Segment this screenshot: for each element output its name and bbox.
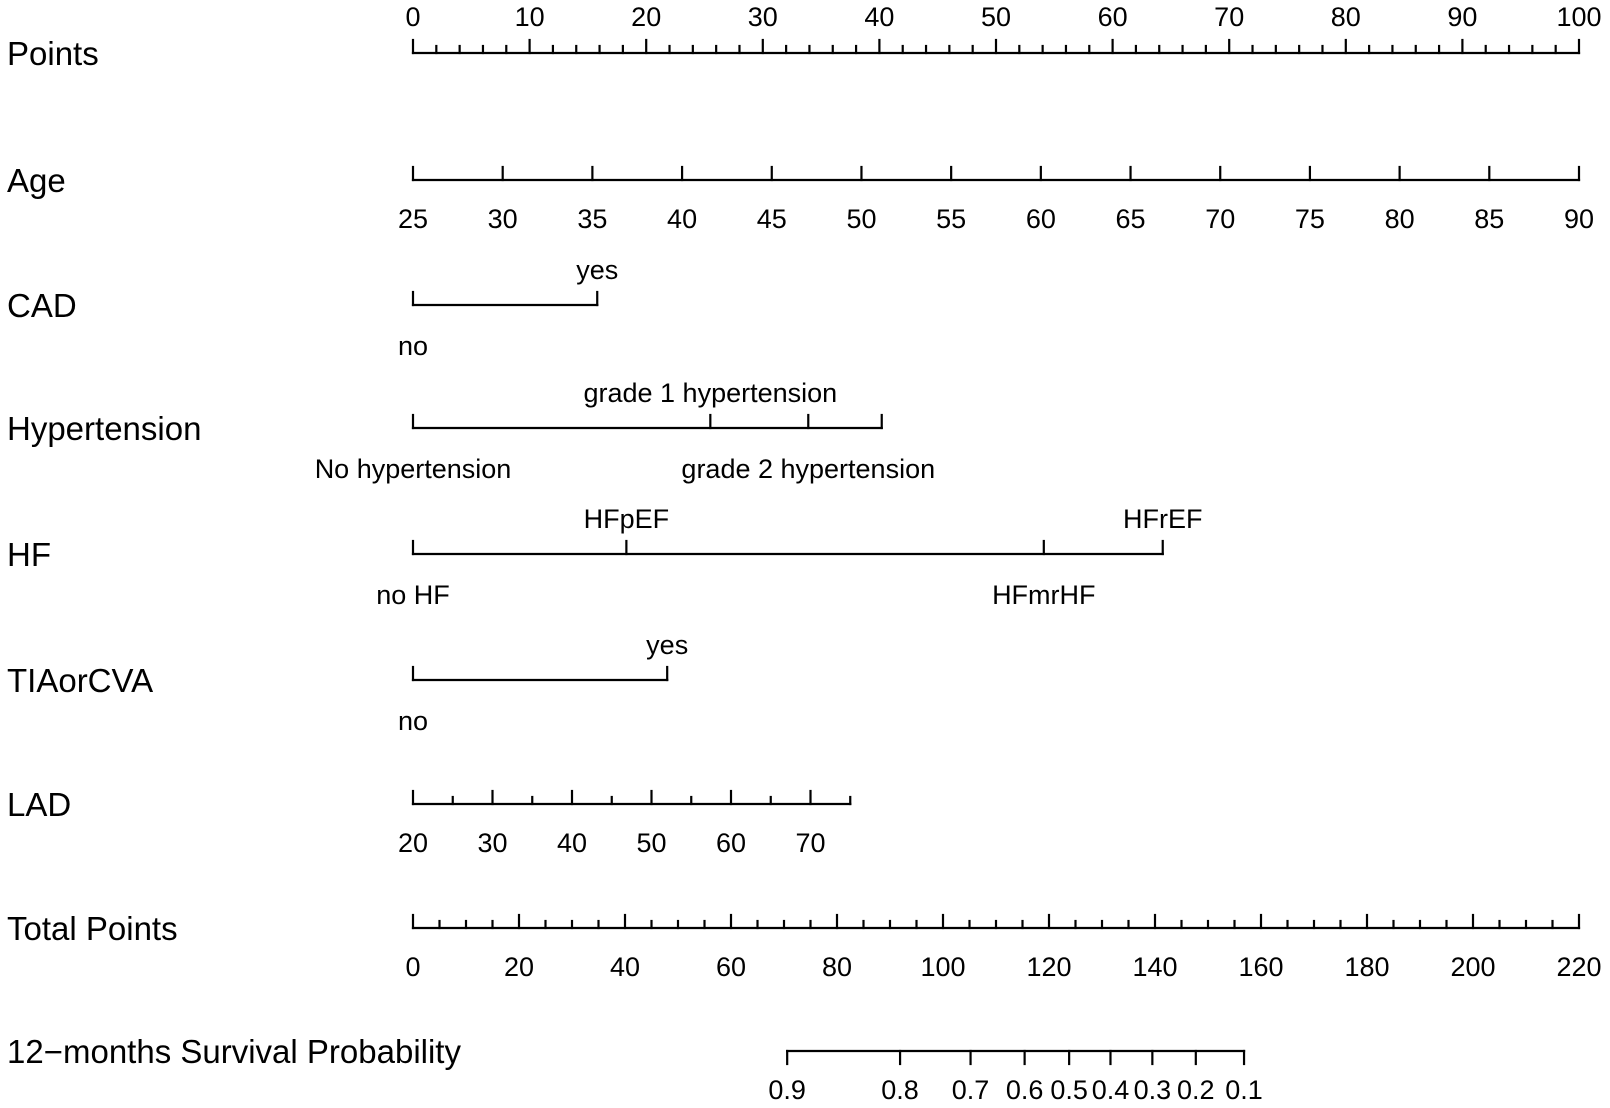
total-points-tick-label: 20 <box>503 952 535 982</box>
age-tick-label: 60 <box>1025 204 1056 234</box>
points-tick-label: 0 <box>405 2 421 32</box>
points-tick-label: 30 <box>747 2 778 32</box>
12-months-survival-probability-tick-label: 0.9 <box>768 1075 806 1105</box>
12-months-survival-probability-tick-label: 0.1 <box>1225 1075 1263 1105</box>
age-tick-label: 45 <box>756 204 787 234</box>
lad-tick-label: 20 <box>397 828 429 858</box>
age-tick-label: 90 <box>1563 204 1595 234</box>
total-points-tick-label: 220 <box>1556 952 1602 982</box>
points-tick-label: 100 <box>1556 2 1602 32</box>
tiaorcva-level-label: yes <box>646 630 689 660</box>
hypertension-level-label: grade 1 hypertension <box>583 378 838 408</box>
12-months-survival-probability-tick-label: 0.4 <box>1091 1075 1130 1105</box>
row-label-points: Points <box>7 35 99 72</box>
total-points-tick-label: 0 <box>405 952 421 982</box>
hypertension-level-label: grade 2 hypertension <box>681 454 936 484</box>
lad-tick-label: 40 <box>556 828 588 858</box>
hf-level-label: HFmrHF <box>992 580 1096 610</box>
hf-level-label: HFrEF <box>1122 504 1203 534</box>
total-points-tick-label: 100 <box>920 952 966 982</box>
total-points-tick-label: 140 <box>1132 952 1178 982</box>
age-tick-label: 40 <box>667 204 698 234</box>
total-points-tick-label: 80 <box>821 952 853 982</box>
points-tick-label: 10 <box>514 2 545 32</box>
age-tick-label: 25 <box>397 204 429 234</box>
age-tick-label: 80 <box>1384 204 1415 234</box>
cad-level-label: no <box>397 331 429 361</box>
total-points-tick-label: 60 <box>715 952 747 982</box>
age-tick-label: 85 <box>1474 204 1505 234</box>
hf-level-label: no HF <box>376 580 450 610</box>
hf-level-label: HFpEF <box>583 504 670 534</box>
lad-tick-label: 50 <box>636 828 667 858</box>
lad-tick-label: 70 <box>795 828 826 858</box>
lad-tick-label: 60 <box>715 828 747 858</box>
row-label-12-months-survival-probability: 12−months Survival Probability <box>7 1033 461 1070</box>
age-tick-label: 65 <box>1115 204 1146 234</box>
points-tick-label: 60 <box>1097 2 1128 32</box>
age-tick-label: 50 <box>846 204 877 234</box>
total-points-tick-label: 40 <box>609 952 641 982</box>
total-points-tick-label: 160 <box>1238 952 1284 982</box>
12-months-survival-probability-tick-label: 0.6 <box>1005 1075 1044 1105</box>
points-tick-label: 70 <box>1214 2 1245 32</box>
points-tick-label: 90 <box>1447 2 1478 32</box>
age-tick-label: 70 <box>1205 204 1236 234</box>
row-label-tiaorcva: TIAorCVA <box>7 662 154 699</box>
age-tick-label: 55 <box>936 204 967 234</box>
total-points-tick-label: 180 <box>1344 952 1390 982</box>
age-tick-label: 35 <box>577 204 608 234</box>
12-months-survival-probability-tick-label: 0.2 <box>1177 1075 1215 1105</box>
row-label-hypertension: Hypertension <box>7 410 202 447</box>
row-label-total-points: Total Points <box>7 910 178 947</box>
hypertension-level-label: No hypertension <box>314 454 512 484</box>
points-tick-label: 20 <box>631 2 662 32</box>
cad-level-label: yes <box>576 255 619 285</box>
total-points-tick-label: 120 <box>1026 952 1072 982</box>
total-points-tick-label: 200 <box>1450 952 1496 982</box>
12-months-survival-probability-tick-label: 0.3 <box>1133 1075 1172 1105</box>
points-tick-label: 80 <box>1330 2 1361 32</box>
12-months-survival-probability-tick-label: 0.7 <box>951 1075 990 1105</box>
tiaorcva-level-label: no <box>397 706 429 736</box>
12-months-survival-probability-tick-label: 0.8 <box>881 1075 919 1105</box>
lad-tick-label: 30 <box>477 828 508 858</box>
row-label-hf: HF <box>7 536 51 573</box>
points-tick-label: 50 <box>980 2 1012 32</box>
points-tick-label: 40 <box>864 2 895 32</box>
row-label-age: Age <box>7 162 66 199</box>
age-tick-label: 75 <box>1294 204 1325 234</box>
row-label-cad: CAD <box>7 287 77 324</box>
age-tick-label: 30 <box>487 204 518 234</box>
row-label-lad: LAD <box>7 786 72 823</box>
12-months-survival-probability-tick-label: 0.5 <box>1050 1075 1088 1105</box>
